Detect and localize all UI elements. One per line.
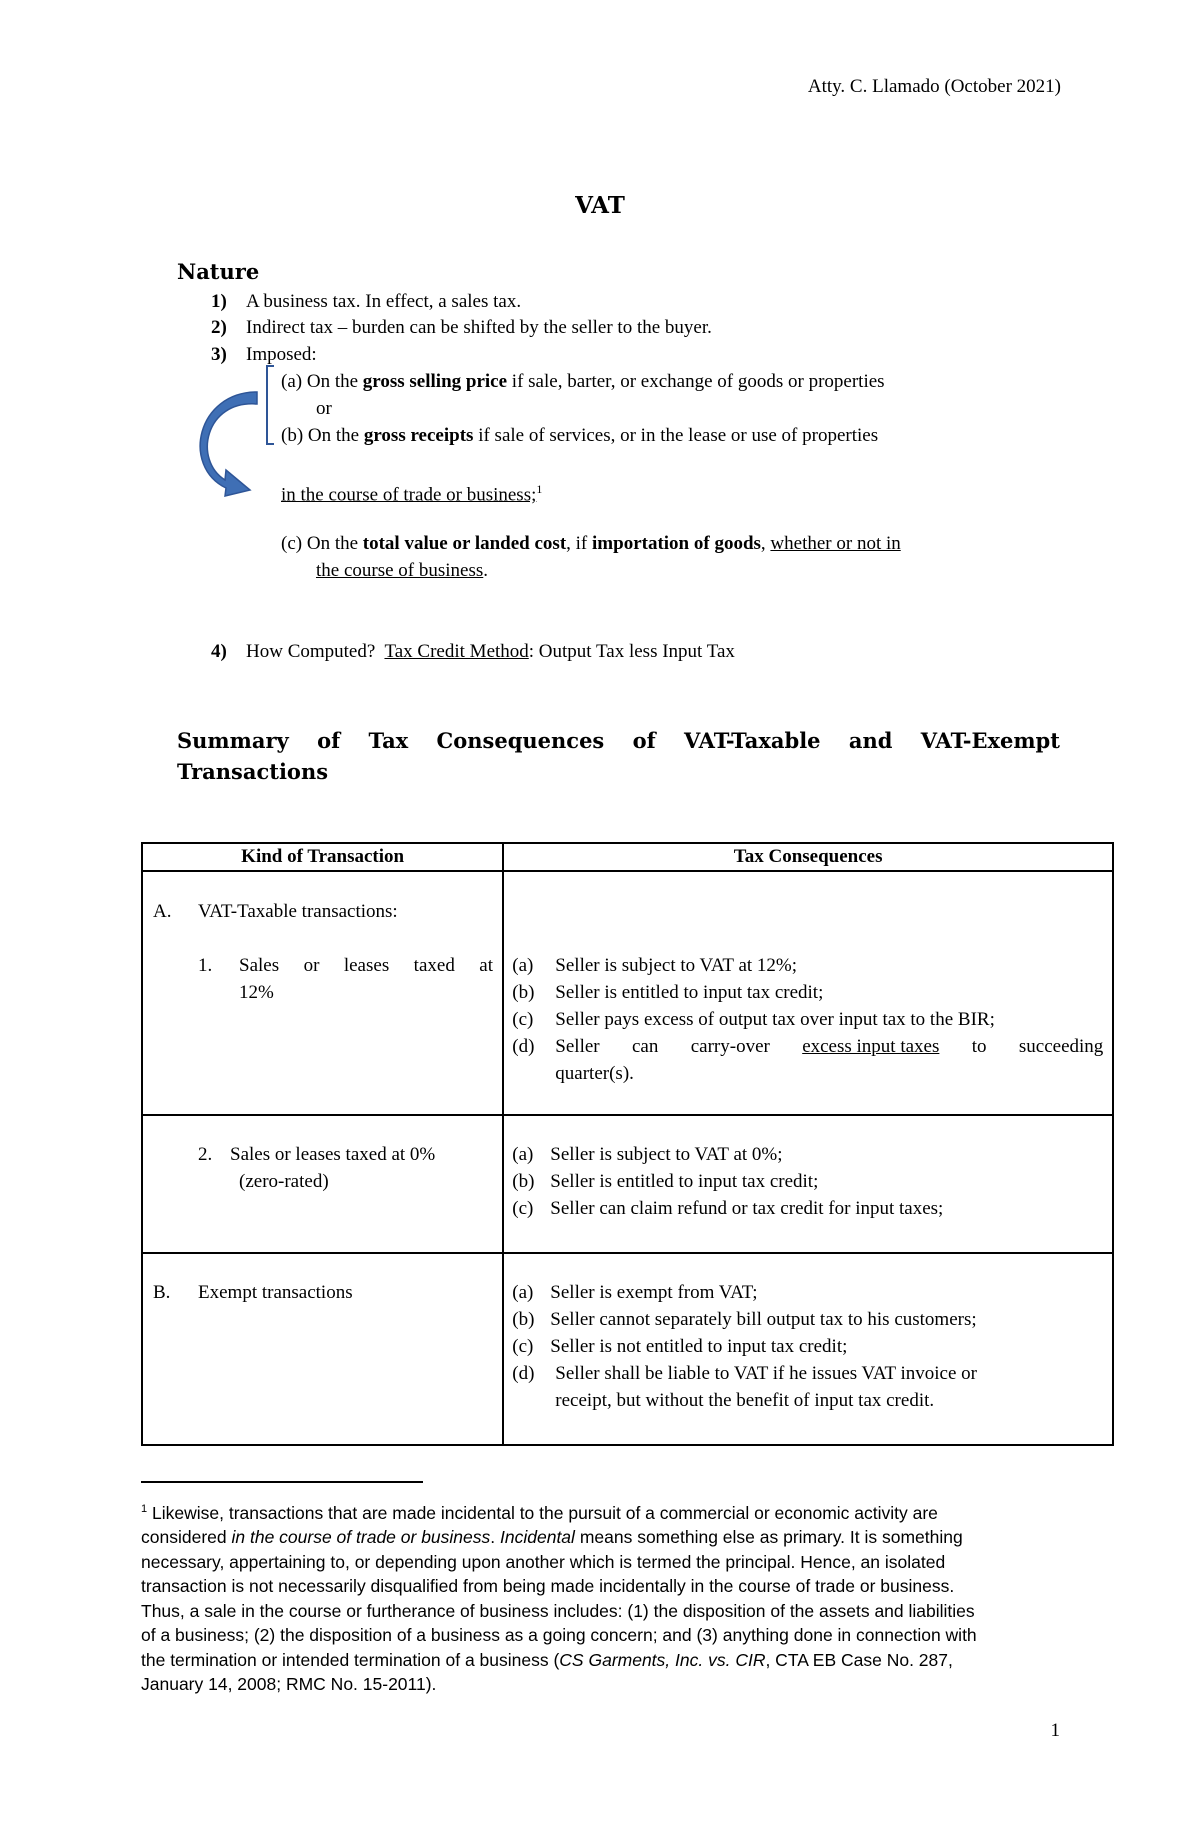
gross-receipts: gross receipts — [363, 425, 474, 446]
row1-kind-cell — [142, 871, 503, 1115]
row1-d-word: carry-over — [690, 1036, 770, 1057]
imposed-c — [281, 532, 901, 555]
row1-word: leases — [343, 955, 390, 976]
item-text: Imposed: — [246, 344, 317, 365]
row1-word: or — [303, 955, 320, 976]
imposed-b — [281, 424, 878, 447]
row1-word: at — [479, 955, 493, 976]
imposed-b-post: if sale of services, or in the lease or use of properties — [478, 425, 879, 446]
rowB-consequence-cell — [503, 1253, 1113, 1445]
footnote-text: January 14, 2008; RMC No. 15-2011). — [141, 1674, 437, 1695]
footnote-text: Thus, a sale in the course or furtherance of business includes: (1) the disposition of the assets and liabilities — [141, 1600, 975, 1621]
tax-credit-method: Tax Credit Method — [384, 641, 529, 662]
table-row — [142, 1115, 1113, 1253]
footnote-italic: CS Garments, Inc. vs. CIR — [559, 1649, 766, 1670]
footnote-line — [141, 1672, 1059, 1697]
item-text: Indirect tax – burden can be shifted by the seller to the buyer. — [246, 317, 712, 338]
footnote-text: considered — [141, 1527, 227, 1548]
nature-item-2 — [211, 316, 712, 339]
section-a-label: A. — [153, 901, 172, 922]
footnote-line — [141, 1497, 1059, 1525]
footnote-text: means something else as primary. It is something — [579, 1527, 963, 1548]
author-header: Atty. C. Llamado (October 2021) — [807, 76, 1061, 97]
or-text: or — [316, 398, 332, 419]
footnote-line — [141, 1623, 1059, 1648]
rowB-item-label: (c) — [512, 1336, 534, 1357]
curved-arrow-icon — [200, 392, 257, 496]
summary-word: and — [848, 728, 893, 753]
rowB-kind-cell — [142, 1253, 503, 1445]
imposed-c-label: (c) — [281, 533, 303, 554]
row2-num: 2. — [198, 1144, 213, 1165]
imposed-c-pre: On the — [306, 533, 359, 554]
row1-item-d-cont: quarter(s). — [555, 1063, 634, 1084]
item-number: 3) — [211, 344, 227, 365]
footnote-italic: Incidental — [500, 1527, 575, 1548]
footnote-number: 1 — [141, 1503, 148, 1515]
importation-of-goods: importation of goods — [592, 533, 761, 554]
tax-consequences-table — [141, 842, 1114, 1446]
col2-header: Tax Consequences — [503, 843, 1113, 871]
row1-line2: 12% — [239, 982, 274, 1003]
footnote-ref: 1 — [536, 482, 543, 496]
course-of-business-text: the course of business — [316, 560, 484, 581]
summary-word: of — [632, 728, 656, 753]
footnote-text: , CTA EB Case No. 287, — [765, 1649, 953, 1670]
row2-item-text: Seller can claim refund or tax credit for input taxes; — [550, 1198, 944, 1219]
row1-consequence-cell — [503, 871, 1113, 1115]
page-title: VAT — [575, 192, 625, 219]
row1-item-text: Seller pays excess of output tax over input tax to the BIR; — [555, 1009, 995, 1030]
item4-pre: How Computed? — [246, 641, 376, 662]
table-row — [142, 871, 1113, 1115]
bracket-icon — [267, 366, 274, 444]
item-text: A business tax. In effect, a sales tax. — [246, 291, 522, 312]
footnote-line — [141, 1525, 1059, 1550]
section-b-label: B. — [153, 1282, 171, 1303]
imposed-a-label: (a) — [281, 371, 303, 392]
footnote-line — [141, 1599, 1059, 1624]
footnote-text: Likewise, transactions that are made incidental to the pursuit of a commercial or economic activity are — [152, 1502, 938, 1523]
footnote-line — [141, 1574, 1059, 1599]
rowB-item-d-line1: Seller shall be liable to VAT if he issues VAT invoice or — [555, 1363, 977, 1384]
row1-num: 1. — [198, 955, 213, 976]
imposed-b-pre: On the — [307, 425, 360, 446]
row2-item-text: Seller is subject to VAT at 0%; — [550, 1144, 783, 1165]
footnote-line — [141, 1550, 1059, 1575]
row2-line1: Sales or leases taxed at 0% — [230, 1144, 436, 1165]
row1-d-word: can — [631, 1036, 659, 1057]
row1-item-label: (a) — [512, 955, 534, 976]
rowB-item-text: Seller is not entitled to input tax credit; — [550, 1336, 848, 1357]
section-a-text: VAT-Taxable transactions: — [198, 901, 398, 922]
summary-word: Summary — [177, 728, 289, 753]
item-number: 4) — [211, 641, 227, 662]
page-number: 1 — [1050, 1720, 1060, 1741]
rowB-item-text: Seller is exempt from VAT; — [550, 1282, 758, 1303]
nature-item-1 — [211, 290, 522, 313]
summary-word: VAT-Taxable — [683, 728, 821, 753]
footnote-italic: in the course of trade or business — [231, 1527, 491, 1548]
imposed-c-end: . — [483, 560, 489, 581]
footnote-text: the termination or intended termination of a business ( — [141, 1649, 560, 1670]
table-header-row — [142, 843, 1113, 871]
footnote-text: of a business; (2) the disposition of a business as a going concern; and (3) anything done in connection with — [141, 1625, 977, 1646]
row1-item-text: Seller is entitled to input tax credit; — [555, 982, 824, 1003]
row2-consequence-cell — [503, 1115, 1113, 1253]
row2-item-label: (c) — [512, 1198, 534, 1219]
bracket-arrow-graphic — [195, 362, 285, 502]
summary-word: Consequences — [436, 728, 605, 753]
item4-post: : Output Tax less Input Tax — [528, 641, 735, 662]
table-row — [142, 1253, 1113, 1445]
col1-header: Kind of Transaction — [142, 843, 503, 871]
row1-line1 — [239, 953, 493, 979]
row2-item-label: (b) — [512, 1171, 535, 1192]
imposed-a-post: if sale, barter, or exchange of goods or properties — [511, 371, 885, 392]
imposed-b-label: (b) — [281, 425, 304, 446]
section-b-text: Exempt transactions — [198, 1282, 353, 1303]
imposed-a — [281, 370, 885, 393]
row1-d-word: succeeding — [1018, 1036, 1104, 1057]
row1-d-word: to — [971, 1036, 987, 1057]
nature-item-4 — [211, 640, 735, 663]
row1-d-word: Seller — [555, 1036, 600, 1057]
imposed-c-comma: , — [760, 533, 766, 554]
footnote-text: necessary, appertaining to, or depending upon another which is termed the principal. Hence, an isolated — [141, 1551, 946, 1572]
summary-word: VAT-Exempt — [920, 728, 1060, 753]
imposed-c-mid: , if — [566, 533, 588, 554]
footnote-text: . — [490, 1527, 496, 1548]
item4-text — [246, 640, 735, 663]
imposed-c-cont — [316, 559, 488, 582]
summary-heading — [177, 727, 1060, 755]
summary-word: Tax — [368, 728, 409, 753]
imposed-a-pre: On the — [306, 371, 359, 392]
item-number: 2) — [211, 317, 227, 338]
row1-item-text: Seller is subject to VAT at 12%; — [555, 955, 798, 976]
rowB-item-label: (a) — [512, 1282, 534, 1303]
summary-word: of — [317, 728, 341, 753]
row1-word: taxed — [413, 955, 455, 976]
footnote-separator — [141, 1481, 423, 1483]
row1-item-label: (b) — [512, 982, 535, 1003]
excess-input-taxes: excess input taxes — [802, 1036, 940, 1057]
rowB-item-label: (b) — [512, 1309, 535, 1330]
footnote-line — [141, 1648, 1059, 1673]
footnote-text: transaction is not necessarily disqualified from being made incidentally in the course of trade or business. — [141, 1576, 955, 1597]
row2-item-label: (a) — [512, 1144, 534, 1165]
course-of-trade-line — [281, 478, 542, 506]
row1-item-label: (c) — [512, 1009, 534, 1030]
row1-word: Sales — [239, 955, 280, 976]
item-number: 1) — [211, 291, 227, 312]
nature-heading: Nature — [177, 259, 260, 284]
gross-selling-price: gross selling price — [362, 371, 508, 392]
row1-item-label: (d) — [512, 1036, 535, 1057]
course-of-trade-text: in the course of trade or business; — [281, 484, 537, 506]
whether-or-not-text: whether or not in — [770, 533, 901, 554]
row2-line2: (zero-rated) — [239, 1171, 329, 1192]
row2-item-text: Seller is entitled to input tax credit; — [550, 1171, 819, 1192]
summary-heading-line2: Transactions — [177, 759, 329, 784]
row1-item-d-line1 — [555, 1034, 1103, 1060]
rowB-item-label: (d) — [512, 1363, 535, 1384]
footnote — [141, 1497, 1059, 1697]
rowB-item-text: Seller cannot separately bill output tax to his customers; — [550, 1309, 977, 1330]
row2-kind-cell — [142, 1115, 503, 1253]
total-value-landed-cost: total value or landed cost — [362, 533, 567, 554]
rowB-item-d-line2: receipt, but without the benefit of input tax credit. — [555, 1390, 935, 1411]
